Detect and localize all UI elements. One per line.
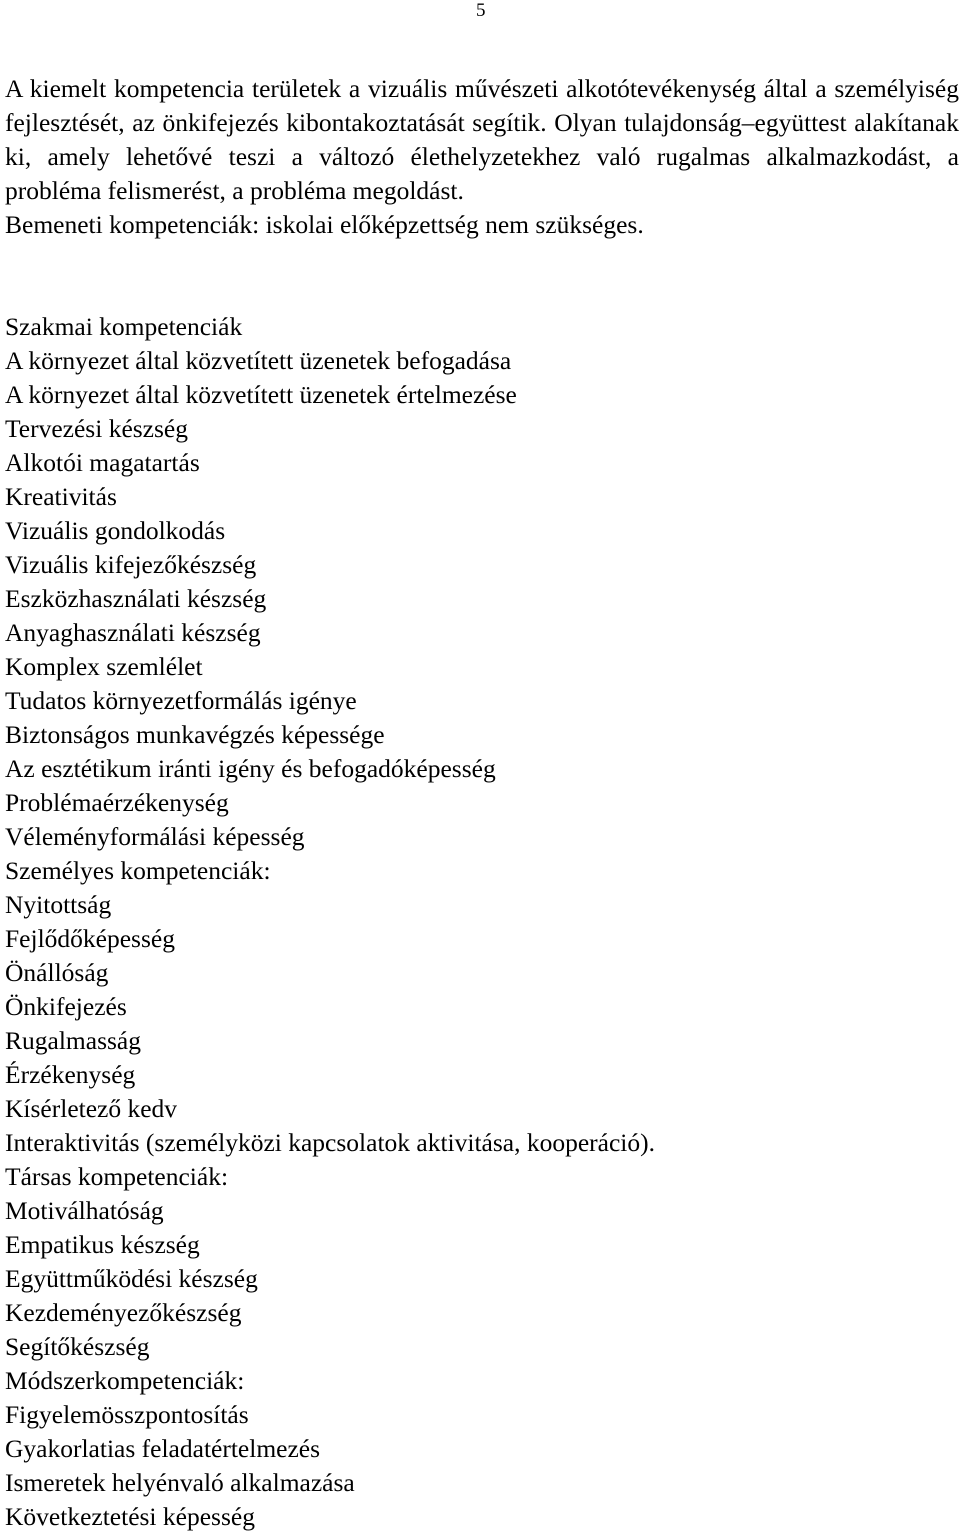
competency-item: Fejlődőképesség xyxy=(5,924,175,953)
competency-item: Szakmai kompetenciák xyxy=(5,312,243,341)
competency-item: Kísérletező kedv xyxy=(5,1094,178,1123)
competency-item: A környezet által közvetített üzenetek értelmezése xyxy=(5,380,517,409)
competency-item: Ismeretek helyénvaló alkalmazása xyxy=(5,1468,355,1497)
competency-item: Alkotói magatartás xyxy=(5,448,200,477)
competency-item: Tudatos környezetformálás igénye xyxy=(5,686,357,715)
entry-competencies-note: Bemeneti kompetenciák: iskolai előképzettség nem szükséges. xyxy=(5,210,644,239)
competency-item: Motiválhatóság xyxy=(5,1196,164,1225)
competency-item: Komplex szemlélet xyxy=(5,652,203,681)
competency-item: Módszerkompetenciák: xyxy=(5,1366,245,1395)
competency-item: Eszközhasználati készség xyxy=(5,584,267,613)
page-number: 5 xyxy=(476,0,486,21)
competency-item: Vizuális gondolkodás xyxy=(5,516,226,545)
competency-item: Biztonságos munkavégzés képessége xyxy=(5,720,385,749)
competency-item: Empatikus készség xyxy=(5,1230,200,1259)
competency-item: Segítőkészség xyxy=(5,1332,150,1361)
competency-item: Problémaérzékenység xyxy=(5,788,229,817)
intro-paragraph: A kiemelt kompetencia területek a vizuális művészeti alkotótevékenység által a személyiség fejlesztését, az önkifejezés kibontakoztatását segítik. Olyan tulajdonság–együttest alakítanak ki, amely lehetővé teszi a változó élethelyzetekhez való rugalmas alkalmazkodást, a probléma felismerést, a probléma megoldást. xyxy=(5,74,959,205)
competency-item: Kezdeményezőkészség xyxy=(5,1298,242,1327)
competency-item: Figyelemösszpontosítás xyxy=(5,1400,249,1429)
competency-item: Következtetési képesség xyxy=(5,1502,255,1531)
competency-item: Társas kompetenciák: xyxy=(5,1162,229,1191)
competency-item: Érzékenység xyxy=(5,1060,136,1089)
competency-item: Interaktivitás (személyközi kapcsolatok aktivitása, kooperáció). xyxy=(5,1128,656,1157)
competency-item: Tervezési készség xyxy=(5,414,188,443)
competency-item: Rugalmasság xyxy=(5,1026,141,1055)
competency-item: Együttműködési készség xyxy=(5,1264,258,1293)
competency-item: Kreativitás xyxy=(5,482,117,511)
competency-item: Önkifejezés xyxy=(5,992,127,1021)
competency-item: Vizuális kifejezőkészség xyxy=(5,550,257,579)
competency-item: Gyakorlatias feladatértelmezés xyxy=(5,1434,321,1463)
competency-item: Anyaghasználati készség xyxy=(5,618,261,647)
competency-item: Önállóság xyxy=(5,958,109,987)
intro-section xyxy=(5,72,959,242)
competency-item: Véleményformálási képesség xyxy=(5,822,305,851)
competency-list xyxy=(5,310,959,1534)
competency-item: A környezet által közvetített üzenetek befogadása xyxy=(5,346,512,375)
competency-item: Személyes kompetenciák: xyxy=(5,856,271,885)
competency-item: Az esztétikum iránti igény és befogadóképesség xyxy=(5,754,496,783)
competency-item: Nyitottság xyxy=(5,890,112,919)
